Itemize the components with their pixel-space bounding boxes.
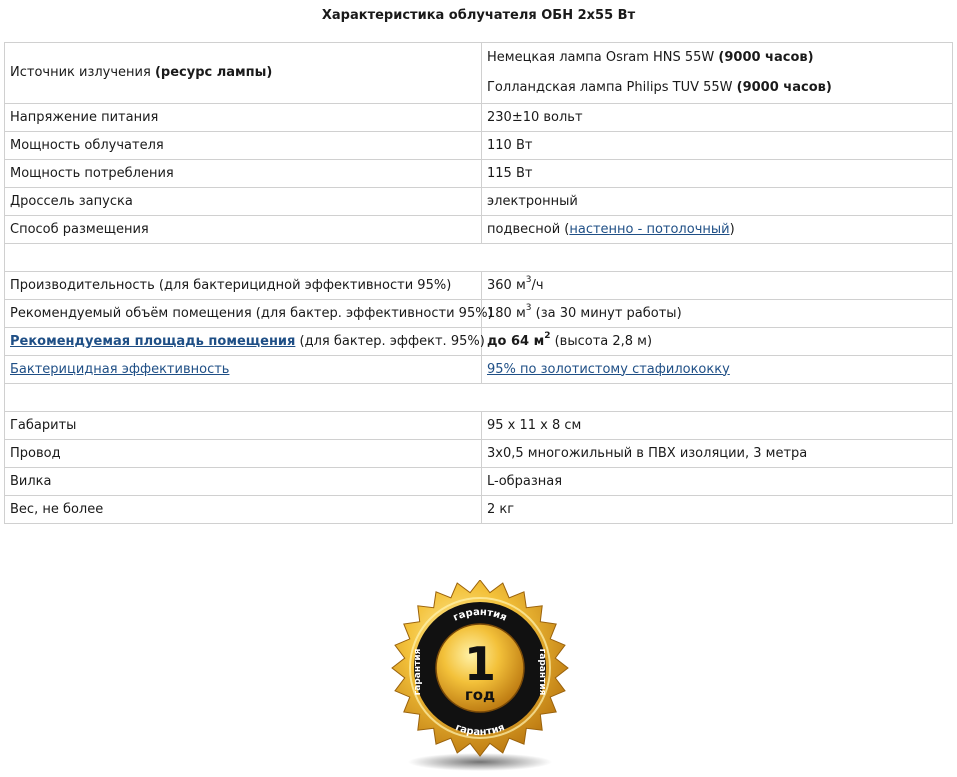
table-row	[5, 496, 953, 524]
spec-label-productivity: Производительность (для бактерицидной эффективности 95%)	[5, 272, 482, 300]
badge-number: 1	[463, 637, 497, 691]
source-label-text: Источник излучения	[10, 65, 155, 80]
spec-label-ballast: Дроссель запуска	[5, 188, 482, 216]
lamp-osram	[487, 50, 947, 66]
table-row	[5, 272, 953, 300]
area-tail: (высота 2,8 м)	[550, 333, 653, 349]
page-title: Характеристика облучателя ОБН 2х55 Вт	[321, 8, 636, 23]
lamp1-text: Немецкая лампа Osram HNS 55W	[487, 50, 719, 65]
area-link[interactable]: Рекомендуемая площадь помещения	[10, 333, 296, 349]
spec-label-efficiency	[5, 356, 482, 384]
table-row	[5, 188, 953, 216]
table-row	[5, 160, 953, 188]
productivity-main: 360 м	[487, 277, 526, 293]
table-row	[5, 216, 953, 244]
productivity-sup: 3	[525, 275, 532, 286]
table-row	[5, 104, 953, 132]
spec-value-volume	[482, 300, 953, 328]
badge-ring-text-bottom: гарантия	[453, 722, 507, 739]
mounting-link[interactable]: настенно - потолочный	[569, 221, 730, 237]
spec-label-area	[5, 328, 485, 356]
table-row	[5, 328, 953, 356]
volume-main: 180 м	[487, 305, 526, 321]
table-row	[5, 132, 953, 160]
table-row	[5, 468, 953, 496]
spec-label-dimensions: Габариты	[5, 412, 482, 440]
specs-table	[4, 42, 953, 524]
spec-value-area	[482, 328, 953, 356]
spec-label-power: Мощность облучателя	[5, 132, 482, 160]
badge-ring-text-left: гарантия	[413, 648, 423, 696]
badge-ring-text-right: гарантия	[537, 648, 547, 696]
efficiency-label-link[interactable]: Бактерицидная эффективность	[10, 361, 230, 377]
table-row	[5, 412, 953, 440]
spec-value-power: 110 Вт	[482, 132, 953, 160]
spacer-cell	[5, 384, 953, 412]
volume-tail: (за 30 минут работы)	[531, 305, 682, 321]
badge-unit: год	[464, 686, 496, 704]
spec-value-productivity	[482, 272, 953, 300]
warranty-seal-icon	[380, 580, 580, 777]
area-sup: 2	[544, 331, 551, 342]
spacer-cell	[5, 244, 953, 272]
lamp-philips	[487, 80, 947, 96]
table-row	[5, 43, 953, 104]
table-row	[5, 440, 953, 468]
lamp1-resource: (9000 часов)	[718, 50, 814, 65]
spec-value-plug: L-образная	[482, 468, 953, 496]
lamp2-text: Голландская лампа Philips TUV 55W	[487, 80, 737, 95]
productivity-tail: /ч	[531, 277, 544, 293]
warranty-badge	[380, 580, 580, 777]
spec-value-source	[482, 43, 953, 104]
spec-value-voltage: 230±10 вольт	[482, 104, 953, 132]
table-spacer-row	[5, 244, 953, 272]
mounting-prefix: подвесной (	[487, 221, 570, 237]
spec-value-cable: 3х0,5 многожильный в ПВХ изоляции, 3 метра	[482, 440, 953, 468]
table-spacer-row	[5, 384, 953, 412]
spec-label-source	[5, 43, 482, 104]
area-label-rest: (для бактер. эффект. 95%)	[295, 333, 485, 349]
area-value-bold: до 64 м	[487, 333, 545, 349]
spec-value-consumption: 115 Вт	[482, 160, 953, 188]
spec-value-mounting	[482, 216, 953, 244]
volume-sup: 3	[525, 303, 532, 314]
spec-value-efficiency	[482, 356, 953, 384]
spec-label-consumption: Мощность потребления	[5, 160, 482, 188]
spec-label-cable: Провод	[5, 440, 482, 468]
spec-label-voltage: Напряжение питания	[5, 104, 482, 132]
spec-value-ballast: электронный	[482, 188, 953, 216]
spec-label-plug: Вилка	[5, 468, 482, 496]
mounting-suffix: )	[729, 221, 735, 237]
efficiency-value-link[interactable]: 95% по золотистому стафилококку	[487, 361, 730, 377]
spec-label-mounting: Способ размещения	[5, 216, 482, 244]
badge-ring-text-top: гарантия	[451, 606, 509, 624]
lamp2-resource: (9000 часов)	[736, 80, 832, 95]
spec-label-weight: Вес, не более	[5, 496, 482, 524]
spec-value-dimensions: 95 х 11 х 8 см	[482, 412, 953, 440]
spec-value-weight: 2 кг	[482, 496, 953, 524]
spec-label-volume: Рекомендуемый объём помещения (для бактер. эффективности 95%)	[5, 300, 482, 328]
table-row	[5, 300, 953, 328]
table-row	[5, 356, 953, 384]
source-label-bold: (ресурс лампы)	[154, 65, 273, 80]
